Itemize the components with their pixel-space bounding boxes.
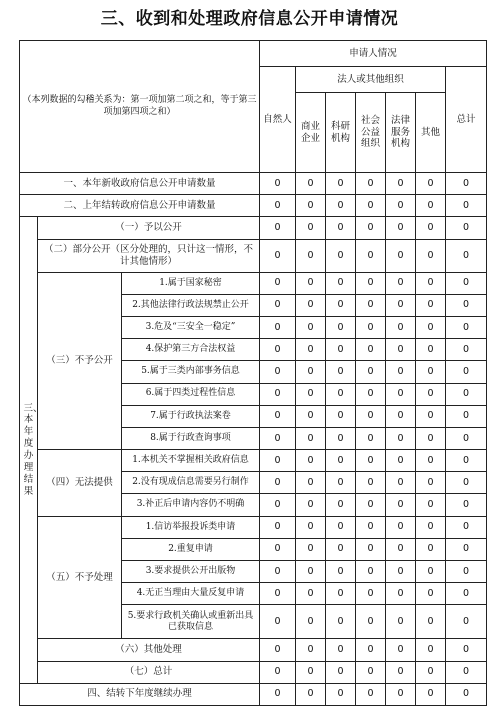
value-cell: 0 (416, 294, 446, 316)
value-cell: 0 (326, 239, 356, 272)
value-cell: 0 (446, 316, 487, 338)
value-cell: 0 (296, 605, 326, 639)
value-cell: 0 (446, 195, 487, 217)
value-cell: 0 (356, 195, 386, 217)
item-label: 1.属于国家秘密 (122, 272, 260, 294)
value-cell: 0 (416, 383, 446, 405)
value-cell: 0 (326, 683, 356, 705)
value-cell: 0 (386, 472, 416, 494)
value-cell: 0 (260, 339, 296, 361)
item-label: 6.属于四类过程性信息 (122, 383, 260, 405)
value-cell: 0 (416, 661, 446, 683)
group-label: （三）不予公开 (38, 272, 122, 450)
value-cell: 0 (356, 561, 386, 583)
value-cell: 0 (416, 316, 446, 338)
section-3-label (20, 217, 43, 683)
item-label: 1.信访举报投诉类申请 (122, 516, 260, 538)
value-cell: 0 (260, 516, 296, 538)
value-cell: 0 (356, 683, 386, 705)
value-cell: 0 (260, 173, 296, 195)
value-cell: 0 (416, 405, 446, 427)
table-row (20, 450, 487, 472)
value-cell: 0 (386, 583, 416, 605)
value-cell: 0 (326, 195, 356, 217)
row-label: （七）总计 (38, 661, 260, 683)
group-label: （四）无法提供 (38, 450, 122, 517)
value-cell: 0 (296, 383, 326, 405)
value-cell: 0 (416, 639, 446, 661)
value-cell: 0 (356, 472, 386, 494)
table-row (20, 639, 487, 661)
other-header: 其他 (416, 93, 446, 173)
value-cell: 0 (416, 272, 446, 294)
value-cell: 0 (296, 450, 326, 472)
value-cell: 0 (260, 427, 296, 449)
value-cell: 0 (386, 516, 416, 538)
value-cell: 0 (386, 272, 416, 294)
value-cell: 0 (416, 683, 446, 705)
value-cell: 0 (446, 639, 487, 661)
value-cell: 0 (356, 383, 386, 405)
value-cell: 0 (416, 472, 446, 494)
value-cell: 0 (356, 639, 386, 661)
value-cell: 0 (386, 450, 416, 472)
value-cell: 0 (296, 561, 326, 583)
value-cell: 0 (260, 605, 296, 639)
item-label: 2.重复申请 (122, 538, 260, 560)
value-cell: 0 (386, 683, 416, 705)
table-row (20, 173, 487, 195)
value-cell: 0 (446, 217, 487, 239)
value-cell: 0 (356, 516, 386, 538)
value-cell: 0 (326, 661, 356, 683)
legal-entity-header: 法人或其他组织 (296, 67, 446, 93)
value-cell: 0 (326, 272, 356, 294)
value-cell: 0 (260, 583, 296, 605)
value-cell: 0 (446, 405, 487, 427)
value-cell: 0 (356, 427, 386, 449)
value-cell: 0 (260, 272, 296, 294)
item-label: 3.要求提供公开出版物 (122, 561, 260, 583)
value-cell: 0 (446, 605, 487, 639)
value-cell: 0 (260, 494, 296, 516)
value-cell: 0 (356, 361, 386, 383)
value-cell: 0 (356, 239, 386, 272)
value-cell: 0 (386, 494, 416, 516)
value-cell: 0 (446, 516, 487, 538)
value-cell: 0 (296, 294, 326, 316)
value-cell: 0 (386, 405, 416, 427)
value-cell: 0 (296, 272, 326, 294)
value-cell: 0 (260, 383, 296, 405)
page-title: 三、收到和处理政府信息公开申请情况 (100, 9, 399, 29)
item-label: 1.本机关不掌握相关政府信息 (122, 450, 260, 472)
value-cell: 0 (296, 195, 326, 217)
value-cell: 0 (416, 173, 446, 195)
value-cell: 0 (326, 583, 356, 605)
value-cell: 0 (296, 239, 326, 272)
value-cell: 0 (386, 294, 416, 316)
row-label: （六）其他处理 (38, 639, 260, 661)
value-cell: 0 (296, 683, 326, 705)
value-cell: 0 (326, 561, 356, 583)
row-label: 二、上年结转政府信息公开申请数量 (20, 195, 260, 217)
disclosure-table (19, 40, 487, 706)
value-cell: 0 (356, 294, 386, 316)
value-cell: 0 (326, 538, 356, 560)
commercial-header: 商业企业 (296, 93, 326, 173)
value-cell: 0 (416, 561, 446, 583)
value-cell: 0 (260, 538, 296, 560)
value-cell: 0 (386, 361, 416, 383)
item-label: 5.属于三类内部事务信息 (122, 361, 260, 383)
value-cell: 0 (386, 661, 416, 683)
table-row (20, 195, 487, 217)
value-cell: 0 (416, 583, 446, 605)
item-label: 2.没有现成信息需要另行制作 (122, 472, 260, 494)
value-cell: 0 (386, 538, 416, 560)
value-cell: 0 (260, 450, 296, 472)
value-cell: 0 (296, 339, 326, 361)
value-cell: 0 (326, 294, 356, 316)
value-cell: 0 (356, 494, 386, 516)
value-cell: 0 (296, 583, 326, 605)
value-cell: 0 (296, 661, 326, 683)
value-cell: 0 (356, 538, 386, 560)
value-cell: 0 (296, 639, 326, 661)
value-cell: 0 (446, 339, 487, 361)
item-label: 4.保护第三方合法权益 (122, 339, 260, 361)
row-label: （一）予以公开 (38, 217, 260, 239)
value-cell: 0 (260, 405, 296, 427)
value-cell: 0 (260, 561, 296, 583)
item-label: 4.无正当理由大量反复申请 (122, 583, 260, 605)
law-header: 法律服务机构 (386, 93, 416, 173)
value-cell: 0 (416, 516, 446, 538)
value-cell: 0 (326, 639, 356, 661)
value-cell: 0 (416, 339, 446, 361)
total-header: 总计 (446, 67, 487, 173)
table-row (20, 661, 487, 683)
value-cell: 0 (416, 195, 446, 217)
value-cell: 0 (446, 472, 487, 494)
value-cell: 0 (326, 173, 356, 195)
value-cell: 0 (446, 583, 487, 605)
value-cell: 0 (260, 239, 296, 272)
value-cell: 0 (326, 405, 356, 427)
item-label: 7.属于行政执法案卷 (122, 405, 260, 427)
value-cell: 0 (416, 239, 446, 272)
value-cell: 0 (260, 683, 296, 705)
value-cell: 0 (356, 272, 386, 294)
value-cell: 0 (446, 239, 487, 272)
value-cell: 0 (356, 405, 386, 427)
item-label: 2.其他法律行政法规禁止公开 (122, 294, 260, 316)
value-cell: 0 (446, 661, 487, 683)
value-cell: 0 (386, 383, 416, 405)
value-cell: 0 (296, 217, 326, 239)
value-cell: 0 (296, 538, 326, 560)
value-cell: 0 (416, 450, 446, 472)
value-cell: 0 (386, 239, 416, 272)
value-cell: 0 (386, 605, 416, 639)
value-cell: 0 (446, 450, 487, 472)
value-cell: 0 (326, 605, 356, 639)
table-row (20, 683, 487, 705)
value-cell: 0 (260, 217, 296, 239)
value-cell: 0 (356, 661, 386, 683)
value-cell: 0 (416, 217, 446, 239)
social-header: 社会公益组织 (356, 93, 386, 173)
group-label: （五）不予处理 (38, 516, 122, 639)
value-cell: 0 (326, 427, 356, 449)
value-cell: 0 (386, 561, 416, 583)
value-cell: 0 (296, 173, 326, 195)
header-row-1 (20, 41, 487, 67)
value-cell: 0 (260, 639, 296, 661)
value-cell: 0 (260, 661, 296, 683)
value-cell: 0 (326, 450, 356, 472)
value-cell: 0 (446, 173, 487, 195)
value-cell: 0 (446, 294, 487, 316)
value-cell: 0 (386, 639, 416, 661)
value-cell: 0 (416, 494, 446, 516)
value-cell: 0 (296, 316, 326, 338)
value-cell: 0 (386, 173, 416, 195)
row-label: 一、本年新收政府信息公开申请数量 (20, 173, 260, 195)
applicant-header: 申请人情况 (260, 41, 487, 67)
value-cell: 0 (446, 272, 487, 294)
value-cell: 0 (416, 361, 446, 383)
value-cell: 0 (260, 316, 296, 338)
table-row (20, 272, 487, 294)
value-cell: 0 (260, 361, 296, 383)
value-cell: 0 (356, 316, 386, 338)
table-row (20, 239, 487, 272)
value-cell: 0 (446, 683, 487, 705)
natural-person-header: 自然人 (260, 67, 296, 173)
item-label: 3.补正后申请内容仍不明确 (122, 494, 260, 516)
value-cell: 0 (296, 516, 326, 538)
table-row (20, 516, 487, 538)
item-label: 5.要求行政机关确认或重新出具已获取信息 (122, 605, 260, 639)
value-cell: 0 (260, 472, 296, 494)
value-cell: 0 (326, 383, 356, 405)
value-cell: 0 (386, 195, 416, 217)
value-cell: 0 (356, 173, 386, 195)
value-cell: 0 (296, 494, 326, 516)
row-label: （二）部分公开（区分处理的，只计这一情形，不计其他情形） (38, 239, 260, 272)
value-cell: 0 (446, 361, 487, 383)
value-cell: 0 (326, 217, 356, 239)
value-cell: 0 (326, 472, 356, 494)
value-cell: 0 (446, 538, 487, 560)
value-cell: 0 (356, 583, 386, 605)
value-cell: 0 (296, 427, 326, 449)
item-label: 8.属于行政查询事项 (122, 427, 260, 449)
item-label: 3.危及“三安全一稳定” (122, 316, 260, 338)
value-cell: 0 (416, 538, 446, 560)
value-cell: 0 (326, 516, 356, 538)
value-cell: 0 (260, 294, 296, 316)
value-cell: 0 (260, 195, 296, 217)
value-cell: 0 (356, 217, 386, 239)
value-cell: 0 (326, 339, 356, 361)
value-cell: 0 (356, 605, 386, 639)
value-cell: 0 (386, 217, 416, 239)
value-cell: 0 (386, 339, 416, 361)
value-cell: 0 (296, 361, 326, 383)
row-label: 四、结转下年度继续办理 (20, 683, 260, 705)
section-3-text: 三、本年度办理结果 (23, 402, 43, 497)
value-cell: 0 (356, 450, 386, 472)
value-cell: 0 (446, 383, 487, 405)
value-cell: 0 (386, 316, 416, 338)
table-row (20, 217, 487, 239)
value-cell: 0 (416, 427, 446, 449)
value-cell: 0 (416, 605, 446, 639)
value-cell: 0 (326, 316, 356, 338)
value-cell: 0 (356, 339, 386, 361)
research-header: 科研机构 (326, 93, 356, 173)
value-cell: 0 (446, 561, 487, 583)
value-cell: 0 (446, 494, 487, 516)
value-cell: 0 (326, 494, 356, 516)
value-cell: 0 (386, 427, 416, 449)
value-cell: 0 (446, 427, 487, 449)
value-cell: 0 (296, 472, 326, 494)
value-cell: 0 (326, 361, 356, 383)
table-note: （本列数据的勾稽关系为：第一项加第二项之和，等于第三项加第四项之和） (20, 41, 260, 173)
value-cell: 0 (296, 405, 326, 427)
